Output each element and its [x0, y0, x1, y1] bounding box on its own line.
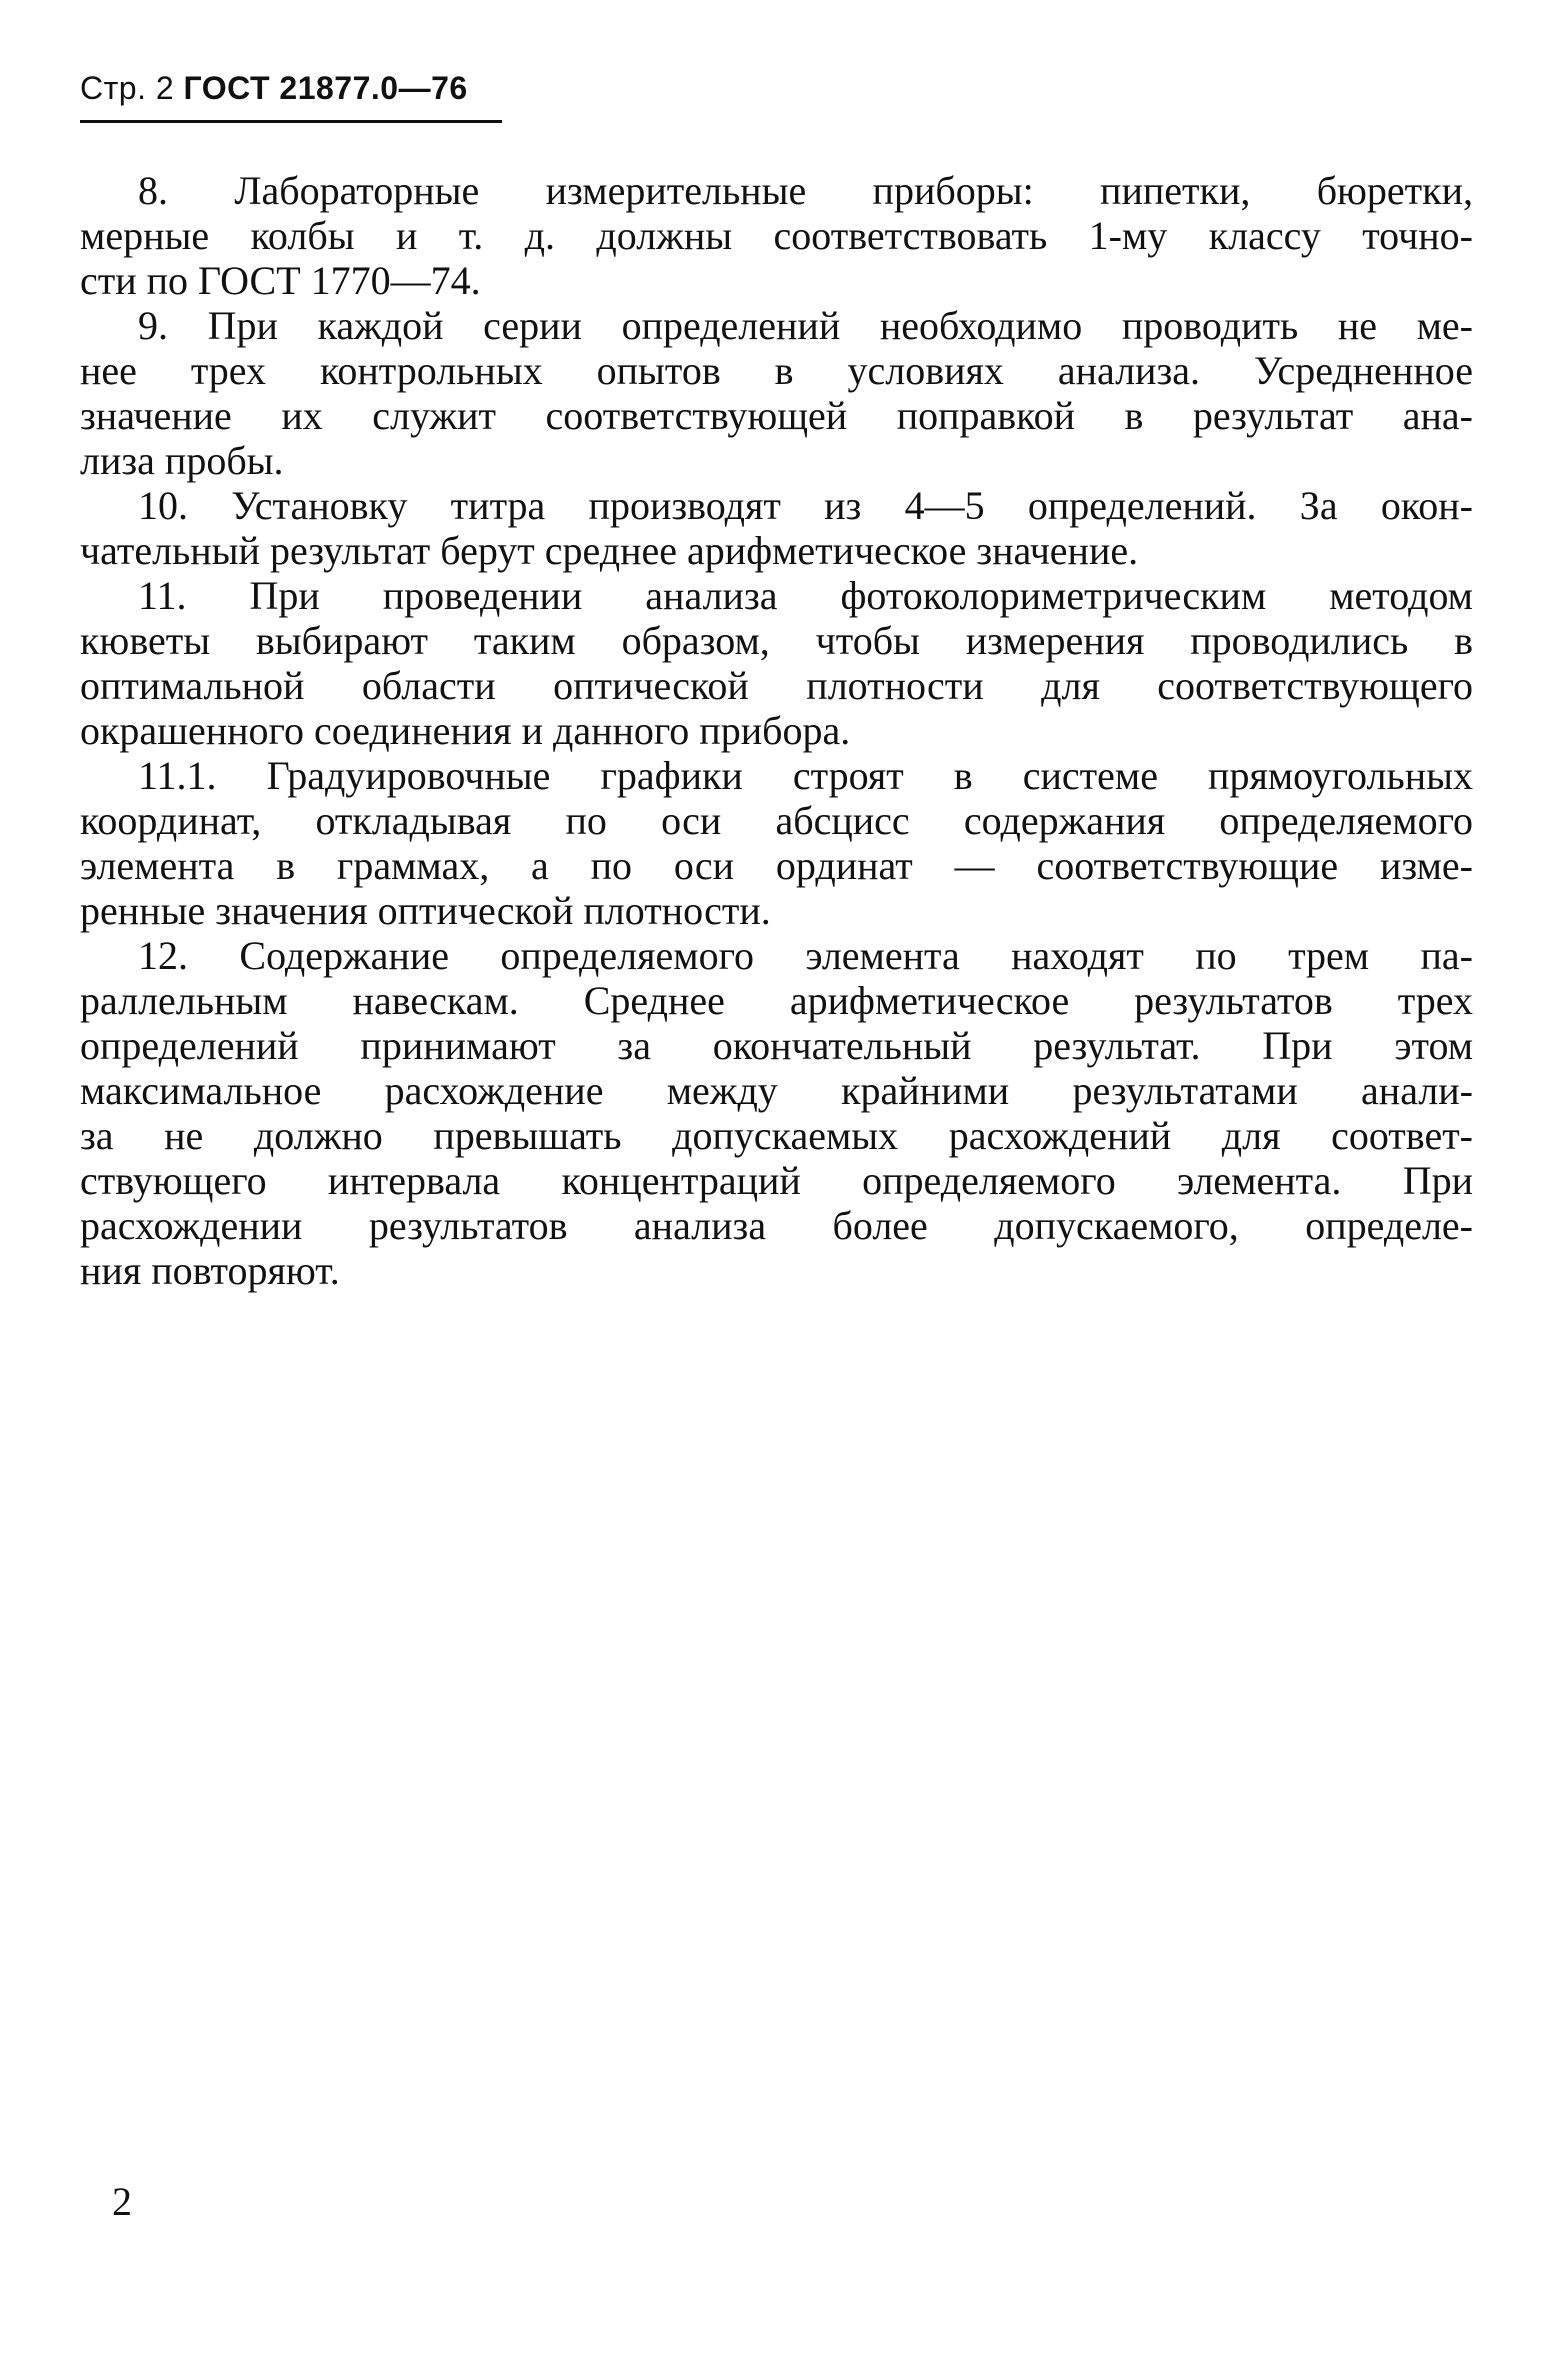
text-line: чательный результат берут среднее арифметическое значение. [80, 528, 1139, 573]
paragraph-11-1 [80, 753, 1473, 933]
text-line: координат, откладывая по оси абсцисс содержания определяемого [80, 798, 1473, 843]
text-line: определений принимают за окончательный результат. При этом [80, 1023, 1473, 1068]
paragraph-9 [80, 303, 1473, 483]
page-number: 2 [112, 2179, 132, 2224]
text-line: сти по ГОСТ 1770—74. [80, 258, 481, 303]
text-line: 11. При проведении анализа фотоколориметрическим методом [138, 573, 1473, 618]
text-line: значение их служит соответствующей поправкой в результат ана- [80, 393, 1473, 438]
text-line: 10. Установку титра производят из 4—5 определений. За окон- [138, 483, 1473, 528]
paragraph-12 [80, 933, 1473, 1293]
text-line: окрашенного соединения и данного прибора. [80, 708, 851, 753]
document-body [80, 168, 1473, 1293]
text-line: 9. При каждой серии определений необходимо проводить не ме- [138, 303, 1473, 348]
text-line: 12. Содержание определяемого элемента находят по трем па- [138, 933, 1473, 978]
text-line: мерные колбы и т. д. должны соответствовать 1-му классу точно- [80, 213, 1473, 258]
text-line: ствующего интервала концентраций определяемого элемента. При [80, 1158, 1473, 1203]
text-line: элемента в граммах, а по оси ординат — соответствующие изме- [80, 843, 1473, 888]
text-line: 11.1. Градуировочные графики строят в системе прямоугольных [138, 753, 1473, 798]
page-label: Стр. 2 [80, 70, 175, 106]
paragraph-8 [80, 168, 1473, 303]
paragraph-10 [80, 483, 1473, 573]
text-line: за не должно превышать допускаемых расхождений для соответ- [80, 1113, 1473, 1158]
text-line: оптимальной области оптической плотности для соответствующего [80, 663, 1473, 708]
text-line: ренные значения оптической плотности. [80, 888, 771, 933]
text-line: ния повторяют. [80, 1248, 340, 1293]
standard-code: ГОСТ 21877.0—76 [183, 70, 468, 106]
page-header [80, 70, 468, 107]
text-line: кюветы выбирают таким образом, чтобы измерения проводились в [80, 618, 1473, 663]
text-line: лиза пробы. [80, 438, 284, 483]
text-line: 8. Лабораторные измерительные приборы: пипетки, бюретки, [138, 168, 1473, 213]
paragraph-11 [80, 573, 1473, 753]
text-line: максимальное расхождение между крайними результатами анали- [80, 1068, 1473, 1113]
header-divider [80, 120, 502, 123]
text-line: нее трех контрольных опытов в условиях анализа. Усредненное [80, 348, 1473, 393]
text-line: раллельным навескам. Среднее арифметическое результатов трех [80, 978, 1473, 1023]
text-line: расхождении результатов анализа более допускаемого, определе- [80, 1203, 1473, 1248]
